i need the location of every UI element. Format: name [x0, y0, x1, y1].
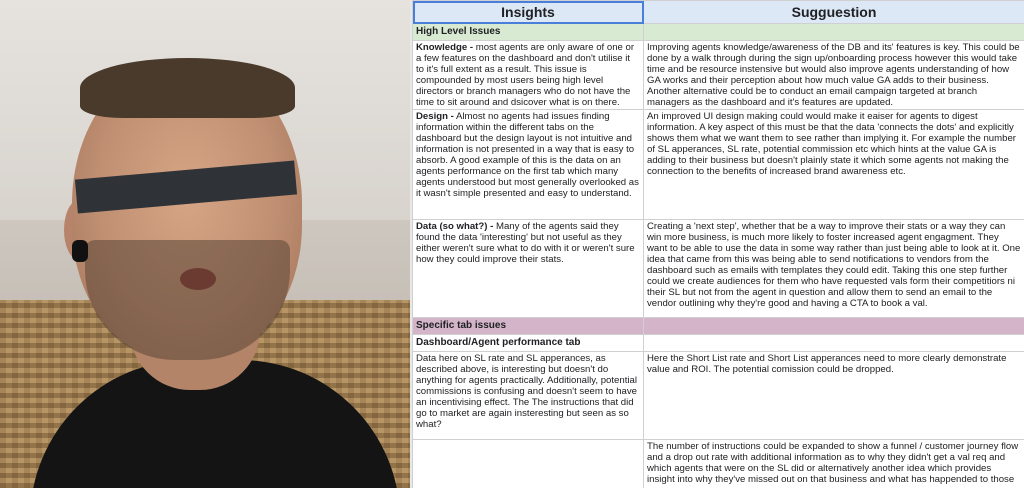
insight-cell[interactable]: Design - Almost no agents had issues finding information within the different tabs on the dashboard but the design layout is not intuitive and information is not presented in a way that is easy to absorb. A good example of this is the data on an agents performance on the first tab which many agents understood but most generally overlooked as it wasn't simple presented and easy to understand.: [413, 110, 644, 220]
header-insights[interactable]: Insights: [413, 1, 644, 24]
insight-cell[interactable]: Data here on SL rate and SL apperances, as described above, is interesting but doesn't do anything for agents practically. Additionally, potential commissions is confusing and doesn't seem to have an incentivising effect. The The instructions that did go to market are again insteresting but seen as so what?: [413, 352, 644, 440]
subsection-dashboard-tab[interactable]: Dashboard/Agent performance tab: [413, 335, 644, 352]
table-row: [413, 110, 1024, 220]
insight-cell[interactable]: [413, 440, 644, 488]
suggestion-cell[interactable]: Improving agents knowledge/awareness of the DB and its' features is key. This could be done by a walk through during the sign up/onboarding process however this would take time and be resource instensive but would also improve agents understanding of how GA works and their perception about how much value GA adds to their business. Another alternative could be to conduct an email campaign targeted at branch managers as the dashboard and it's features are updated.: [644, 41, 1024, 110]
insight-cell[interactable]: Knowledge - most agents are only aware of one or a few features on the dashboard and don't utilise it to it's full extent as a result. This issue is compounded by most users being high level directors or branch managers who do not have the time to sit around and dsicover what is on there.: [413, 41, 644, 110]
suggestion-cell[interactable]: An improved UI design making could would make it eaiser for agents to digest information. A key aspect of this must be that the data 'connects the dots' and explicitly shows them what we want them to see rather than implying it. For example the number of SL apperances, SL rate, potential commission etc which hints at the value GA is adding to their business but doesn't plainly state it which some agents not making the connection to the benefits of increased brand awareness etc.: [644, 110, 1024, 220]
section-specific-tab[interactable]: Specific tab issues: [413, 318, 644, 335]
section-high-level[interactable]: High Level Issues: [413, 24, 644, 41]
table-row: [413, 352, 1024, 440]
suggestion-cell[interactable]: Here the Short List rate and Short List apperances need to more clearly demonstrate value and ROI. The potential comission could be dropped.: [644, 352, 1024, 440]
table-row: [413, 220, 1024, 318]
insights-table: [412, 0, 1024, 488]
spreadsheet: [412, 0, 1024, 488]
header-suggestion[interactable]: Sugguestion: [644, 1, 1024, 24]
insight-cell[interactable]: Data (so what?) - Many of the agents said they found the data 'interesting' but not useful as they either weren't sure what to do with it or weren't sure how they could improve their stats.: [413, 220, 644, 318]
table-row: [413, 41, 1024, 110]
table-row: [413, 440, 1024, 488]
earbud: [72, 240, 88, 262]
video-feed: [0, 0, 410, 488]
suggestion-cell[interactable]: The number of instructions could be expanded to show a funnel / customer journey flow and a drop out rate with additional information as to why they didn't get a val req and which agents that were on the SL did or alternatively another idea which provides insight into why they've missed out on that business and what has happended to those: [644, 440, 1024, 488]
suggestion-cell[interactable]: Creating a 'next step', whether that be a way to improve their stats or a way they can win more business, is much more likely to foster increased agent engagment. They want to be able to use the data in some way rather than just being able to look at it. One idea that came from this was being able to send notifications to vendors from the dashboard such as emails with templates they could edit. Taking this one step further could we create audiences for them who have requested vals form their competitiors ni their SL but not from the agent in question and allow them to send an email to the vendor outlining why they're good and having a CTA to book a val.: [644, 220, 1024, 318]
